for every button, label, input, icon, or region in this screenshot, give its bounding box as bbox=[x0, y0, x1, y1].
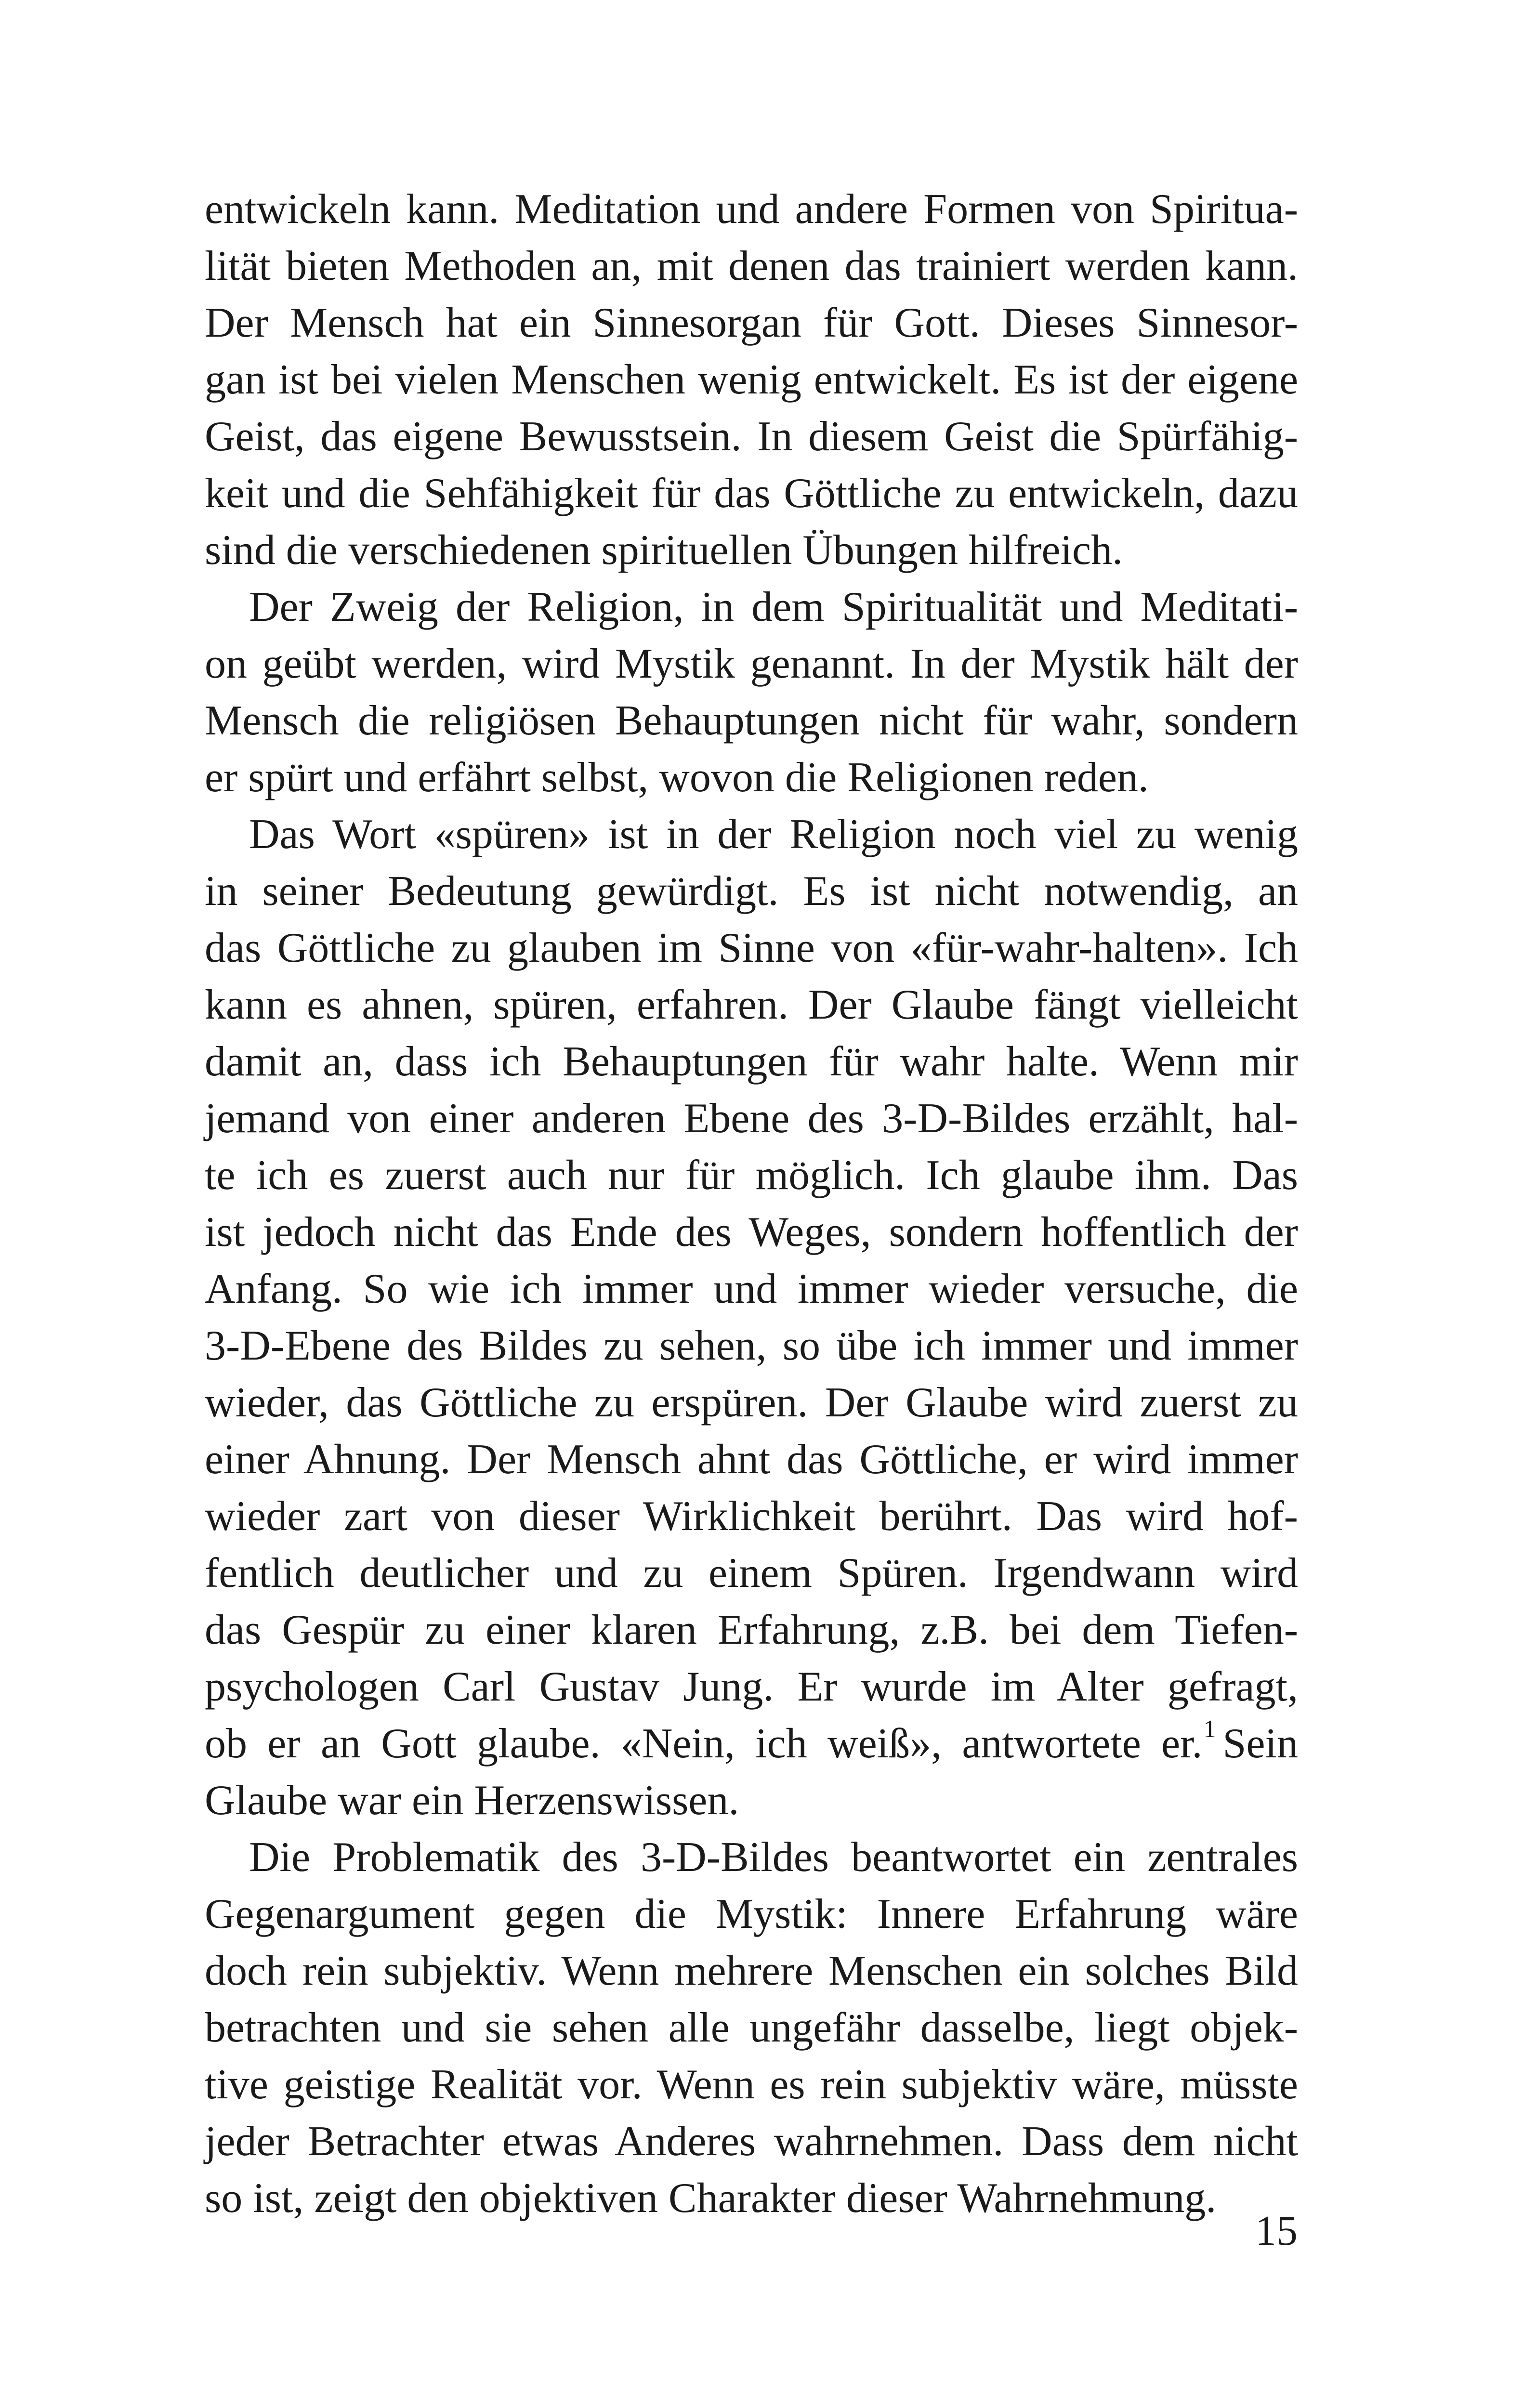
text-line: sind die verschiedenen spirituellen Übungen hilfreich. bbox=[205, 527, 1123, 574]
text-line: ist jedoch nicht das Ende des Weges, sondern hoffentlich der bbox=[205, 1209, 1298, 1256]
text-line: so ist, zeigt den objektiven Charakter dieser Wahrnehmung. bbox=[205, 2175, 1217, 2222]
text-line: jeder Betrachter etwas Anderes wahrnehmen. Dass dem nicht bbox=[205, 2118, 1298, 2165]
text-line: on geübt werden, wird Mystik genannt. In der Mystik hält der bbox=[205, 641, 1298, 687]
text-line: tive geistige Realität vor. Wenn es rein subjektiv wäre, müsste bbox=[205, 2061, 1298, 2108]
text-line: kann es ahnen, spüren, erfahren. Der Glaube fängt vielleicht bbox=[205, 982, 1298, 1028]
text-line: er spürt und erfährt selbst, wovon die Religionen reden. bbox=[205, 754, 1149, 801]
text-line: wieder, das Göttliche zu erspüren. Der Glaube wird zuerst zu bbox=[205, 1379, 1298, 1426]
text-line: keit und die Sehfähigkeit für das Göttliche zu entwickeln, dazu bbox=[205, 470, 1298, 517]
footnote-text-line bbox=[205, 1715, 1298, 1772]
text-line: Der Mensch hat ein Sinnesorgan für Gott. Dieses Sinnesor- bbox=[205, 300, 1298, 346]
text-line: Glaube war ein Herzenswissen. bbox=[205, 1777, 739, 1824]
text-line: doch rein subjektiv. Wenn mehrere Menschen ein solches Bild bbox=[205, 1948, 1298, 1994]
text-line: Anfang. So wie ich immer und immer wieder versuche, die bbox=[205, 1266, 1298, 1312]
text-line: Das Wort «spüren» ist in der Religion noch viel zu wenig bbox=[249, 811, 1298, 858]
text-line: psychologen Carl Gustav Jung. Er wurde im Alter gefragt, bbox=[205, 1663, 1298, 1710]
footnote-line-end: Sein bbox=[1222, 1720, 1298, 1767]
text-line: einer Ahnung. Der Mensch ahnt das Göttliche, er wird immer bbox=[205, 1436, 1298, 1483]
footnote-line-start: ob er an Gott glaube. «Nein, ich weiß», antwortete er. bbox=[205, 1720, 1203, 1767]
text-line: betrachten und sie sehen alle ungefähr dasselbe, liegt objek- bbox=[205, 2004, 1298, 2051]
body-text bbox=[205, 181, 1298, 2227]
text-line: te ich es zuerst auch nur für möglich. Ich glaube ihm. Das bbox=[205, 1152, 1298, 1199]
text-line: das Göttliche zu glauben im Sinne von «für-wahr-halten». Ich bbox=[205, 925, 1298, 971]
text-line: 3-D-Ebene des Bildes zu sehen, so übe ich immer und immer bbox=[205, 1322, 1298, 1369]
text-line: Der Zweig der Religion, in dem Spiritualität und Meditati- bbox=[249, 584, 1298, 630]
text-line: Mensch die religiösen Behauptungen nicht für wahr, sondern bbox=[205, 697, 1298, 744]
text-line: Geist, das eigene Bewusstsein. In diesem Geist die Spürfähig- bbox=[205, 413, 1298, 460]
text-line: in seiner Bedeutung gewürdigt. Es ist nicht notwendig, an bbox=[205, 868, 1298, 915]
text-line: das Gespür zu einer klaren Erfahrung, z.B. bei dem Tiefen- bbox=[205, 1607, 1298, 1653]
paragraph-2 bbox=[205, 579, 1298, 806]
text-line: lität bieten Methoden an, mit denen das trainiert werden kann. bbox=[205, 243, 1298, 289]
paragraph-4 bbox=[205, 1829, 1298, 2227]
text-line: jemand von einer anderen Ebene des 3-D-Bildes erzählt, hal- bbox=[205, 1095, 1298, 1142]
text-line: fentlich deutlicher und zu einem Spüren. Irgendwann wird bbox=[205, 1550, 1298, 1597]
footnote-marker[interactable]: 1 bbox=[1203, 1715, 1216, 1743]
text-line: gan ist bei vielen Menschen wenig entwickelt. Es ist der eigene bbox=[205, 356, 1298, 403]
paragraph-1 bbox=[205, 181, 1298, 579]
paragraph-3 bbox=[205, 806, 1298, 1829]
text-line: Die Problematik des 3-D-Bildes beantwortet ein zentrales bbox=[249, 1834, 1298, 1881]
text-line: damit an, dass ich Behauptungen für wahr halte. Wenn mir bbox=[205, 1038, 1298, 1085]
text-line: Gegenargument gegen die Mystik: Innere Erfahrung wäre bbox=[205, 1891, 1298, 1937]
page-number: 15 bbox=[1255, 2208, 1298, 2254]
text-line: entwickeln kann. Meditation und andere Formen von Spiritua- bbox=[205, 186, 1298, 233]
text-line: wieder zart von dieser Wirklichkeit berührt. Das wird hof- bbox=[205, 1493, 1298, 1540]
